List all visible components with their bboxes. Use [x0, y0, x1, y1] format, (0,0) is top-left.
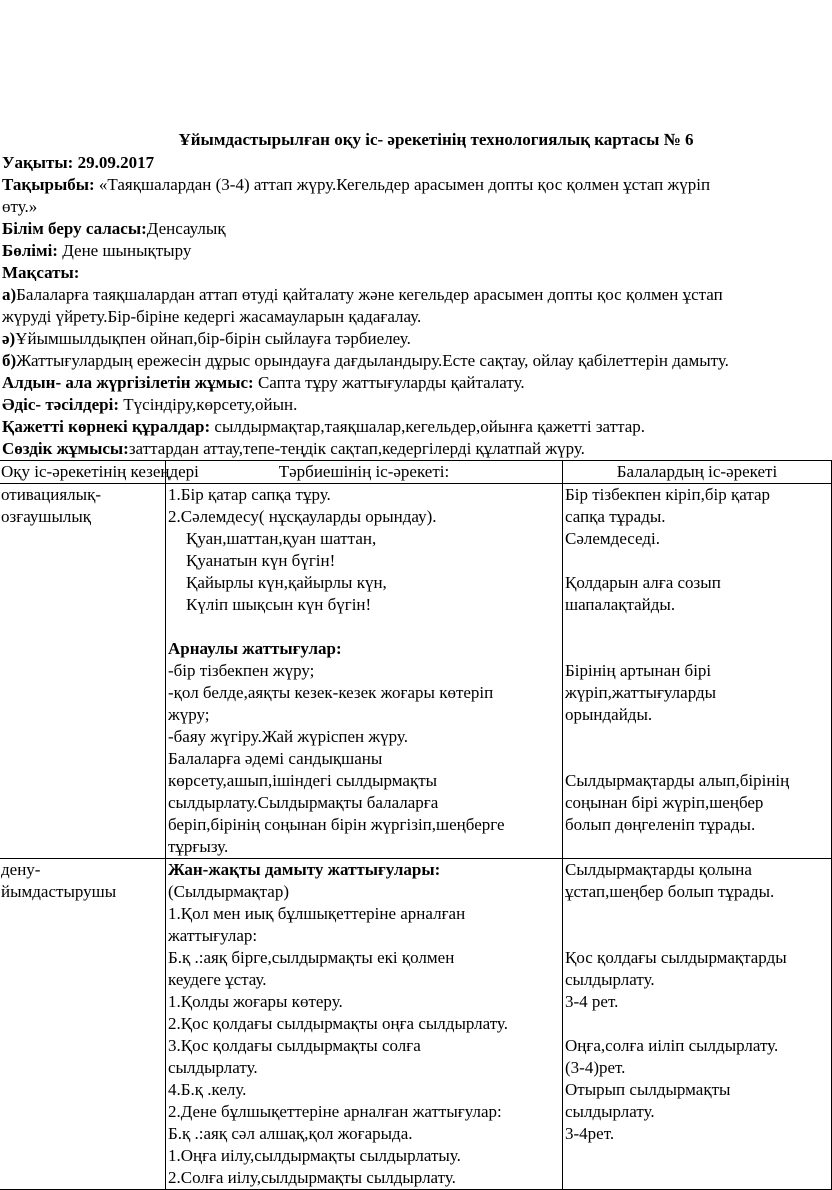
teacher-cell: Жан-жақты дамыту жаттығулары: (Сылдырмақтар) 1.Қол мен иық бұлшықеттеріне арналған жаттығулар: Б.қ .:аяқ бірге,сылдырмақты екі қолмен кеудеге ұстау. 1.Қолды жоғары көтеру. 2.Қос қолдағы сылдырмақты оңға сылдырлату. 3.Қос қолдағы сылдырмақты солға сылдырлату. 4.Б.қ .келу. 2.Дене бұлшықеттеріне арналған жаттығулар: Б.қ .:аяқ сәл алшақ,қол жоғарыда. 1.Оңға иілу,сылдырмақты сылдырлатыу. 2.Солға иілу,сылдырмақты сылдырлату.: [166, 859, 563, 1190]
prelim-line: [0, 372, 816, 394]
table-header-row: [0, 461, 832, 484]
page-title: Ұйымдастырылған оқу іс- әрекетінің технологиялық картасы № 6: [178, 130, 694, 149]
goal-b-line: [0, 328, 816, 350]
goal-c-text: Жаттығулардың ережесін дұрыс орындауға дағдыландыру.Есте сақтау, ойлау қабілеттерін дамыту.: [16, 351, 729, 370]
stage-cell: дену- йымдастырушы: [0, 859, 166, 1190]
goal-c-line: [0, 350, 816, 372]
header-teacher: Тәрбиешінің іс-әрекеті:: [166, 461, 563, 484]
teacher-cell: 1.Бір қатар сапқа тұру. 2.Сәлемдесу( нұсқауларды орындау). Қуан,шаттан,қуан шаттан, Қуанатын күн бүгін! Қайырлы күн,қайырлы күн, Күліп шықсын күн бүгін! Арнаулы жаттығулар: -бір тізбекпен жүру; -қол белде,аяқты кезек-кезек жоғары көтеріп жүру; -баяу жүгіру.Жай жүріспен жүру. Балаларға әдемі сандықшаны көрсету,ашып,ішіндегі сылдырмақты сылдырлату.Сылдырмақты балаларға беріп,бірінің соңынан бірін жүргізіп,шеңберге тұрғызу.: [166, 484, 563, 859]
document-page: [0, 128, 816, 1190]
prelim-value: Сапта тұру жаттығуларды қайталату.: [253, 373, 525, 392]
materials-line: [0, 416, 816, 438]
methods-label: Әдіс- тәсілдері:: [2, 395, 120, 414]
vocab-value: заттардан аттау,тепе-теңдік сақтап,кедергілерді құлатпай жүру.: [128, 439, 585, 458]
table-row: [0, 859, 832, 1190]
field-value: Денсаулық: [146, 219, 226, 238]
date-label: Уақыты: 29.09.2017: [2, 153, 155, 172]
header-stage: Оқу іс-әрекетінің кезеңдері: [0, 461, 166, 484]
topic-text: «Таяқшалардан (3-4) аттап жүру.Кегельдер арасымен допты қос қолмен ұстап жүріп: [94, 175, 711, 194]
goal-a-label: а): [2, 285, 17, 304]
children-cell: Бір тізбекпен кіріп,бір қатар сапқа тұрады. Сәлемдеседі. Қолдарын алға созып шапалақтайды. Бірінің артынан бірі жүріп,жаттығуларды орындайды. Сылдырмақтарды алып,бірінің соңынан бірі жүріп,шеңбер болып дөңгеленіп тұрады.: [563, 484, 832, 859]
goal-a-line-2: жүруді үйрету.Бір-біріне кедергі жасамауларын қадағалау.: [2, 307, 422, 326]
goal-c-label: б): [2, 351, 17, 370]
methods-line: [0, 394, 816, 416]
goals-label: Мақсаты:: [2, 263, 80, 282]
goal-a-line: [0, 284, 816, 306]
vocab-label: Сөздік жұмысы:: [2, 439, 129, 458]
methods-value: Түсіндіру,көрсету,ойын.: [119, 395, 298, 414]
goal-a-text: Балаларға таяқшалардан аттап өтуді қайталату және кегельдер арасымен допты қос қолмен ұстап: [16, 285, 723, 304]
topic-line-2: өту.»: [2, 197, 38, 216]
section-value: Дене шынықтыру: [57, 241, 192, 260]
goal-b-label: ә): [2, 329, 16, 348]
header-children: Балалардың іс-әрекеті: [563, 461, 832, 484]
goals-line: [0, 262, 816, 284]
prelim-label: Алдын- ала жүргізілетін жұмыс:: [2, 373, 254, 392]
field-label: Білім беру саласы:: [2, 219, 147, 238]
children-cell: Сылдырмақтарды қолына ұстап,шеңбер болып тұрады. Қос қолдағы сылдырмақтарды сылдырлату. 3-4 рет. Оңға,солға иіліп сылдырлату. (3-4)рет. Отырып сылдырмақты сылдырлату. 3-4рет.: [563, 859, 832, 1190]
lesson-table: [0, 460, 832, 1190]
table-row: [0, 484, 832, 859]
date-line: [0, 152, 816, 174]
topic-line: [0, 174, 816, 196]
topic-label: Тақырыбы:: [2, 175, 95, 194]
goal-b-text: Ұйымшылдықпен ойнап,бір-бірін сыйлауға тәрбиелеу.: [15, 329, 411, 348]
materials-value: сылдырмақтар,таяқшалар,кегельдер,ойынға қажетті заттар.: [210, 417, 646, 436]
field-line: [0, 218, 816, 240]
vocab-line: [0, 438, 816, 460]
stage-cell: отивациялық- озғаушылық: [0, 484, 166, 859]
section-label: Бөлімі:: [2, 241, 58, 260]
materials-label: Қажетті көрнекі құралдар:: [2, 417, 211, 436]
section-line: [0, 240, 816, 262]
